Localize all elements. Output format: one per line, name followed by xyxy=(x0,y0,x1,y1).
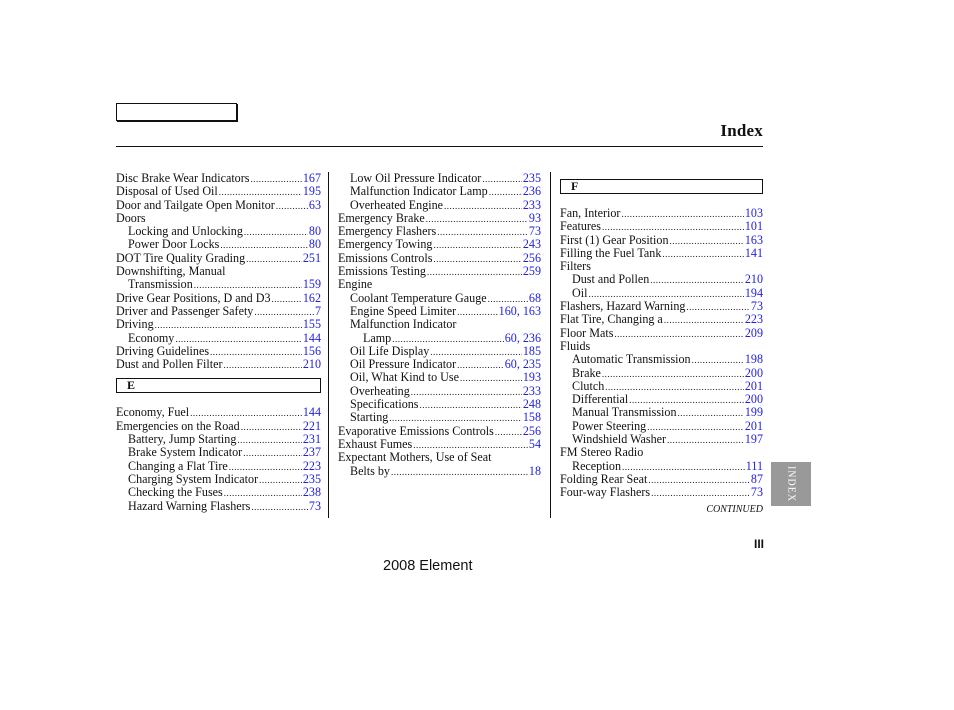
section-header-f: F xyxy=(560,179,763,194)
dot-leader xyxy=(272,293,302,306)
entry-text: Engine xyxy=(338,277,373,292)
dot-leader xyxy=(614,328,743,341)
index-entry xyxy=(560,473,763,486)
side-tab-label: INDEX xyxy=(785,465,797,503)
page-link[interactable]: 101 xyxy=(744,219,763,234)
page-link[interactable]: 200 xyxy=(744,392,763,407)
page-link[interactable]: 60, 235 xyxy=(504,357,541,372)
index-entry xyxy=(116,420,321,433)
index-entry xyxy=(338,371,541,384)
entry-text: Charging System Indicator xyxy=(128,471,259,486)
dot-leader xyxy=(243,447,302,460)
page-link[interactable]: 167 xyxy=(302,171,321,185)
page-link[interactable]: 54 xyxy=(528,436,541,451)
dot-leader xyxy=(457,359,504,372)
entry-text: Lamp xyxy=(363,330,392,345)
index-entry xyxy=(560,380,763,393)
index-entry xyxy=(338,425,541,438)
index-entry xyxy=(560,207,763,220)
index-entry xyxy=(116,292,321,305)
entry-text: Driver and Passenger Safety xyxy=(116,303,254,318)
dot-leader xyxy=(224,359,302,372)
index-entry xyxy=(560,287,763,300)
page-link[interactable]: 159 xyxy=(302,277,321,292)
entry-text: Dust and Pollen Filter xyxy=(116,357,223,372)
index-entry xyxy=(116,433,321,446)
entry-text: Locking and Unlocking xyxy=(128,224,243,239)
index-entry xyxy=(338,185,541,198)
page-link[interactable]: 141 xyxy=(744,245,763,260)
page-link[interactable]: 256 xyxy=(522,423,541,438)
dot-leader xyxy=(433,253,521,266)
index-entry xyxy=(116,446,321,459)
index-entry xyxy=(338,398,541,411)
page-link[interactable]: 162 xyxy=(302,290,321,305)
dot-leader xyxy=(670,235,744,248)
page-link[interactable]: 160, 163 xyxy=(498,303,541,318)
entry-text: Malfunction Indicator xyxy=(350,317,457,332)
page-link[interactable]: 237 xyxy=(302,445,321,460)
page-link[interactable]: 259 xyxy=(522,264,541,279)
dot-leader xyxy=(692,354,744,367)
dot-leader xyxy=(662,248,743,261)
page-link[interactable]: 243 xyxy=(522,237,541,252)
entry-text: Engine Speed Limiter xyxy=(350,303,457,318)
index-entry xyxy=(116,238,321,251)
page-link[interactable]: 73 xyxy=(750,485,763,500)
entry-text: Driving xyxy=(116,317,154,332)
page-link[interactable]: 248 xyxy=(522,397,541,412)
entry-text: Floor Mats xyxy=(560,325,614,340)
page-link[interactable]: 68 xyxy=(528,290,541,305)
page-link[interactable]: 223 xyxy=(744,312,763,327)
dot-leader xyxy=(678,407,744,420)
page-link[interactable]: 251 xyxy=(302,250,321,265)
entry-text: Brake xyxy=(572,365,601,380)
entry-text: Windshield Washer xyxy=(572,432,667,447)
entry-text: Flat Tire, Changing a xyxy=(560,312,663,327)
page-link[interactable]: 198 xyxy=(744,352,763,367)
page-link[interactable]: 80 xyxy=(308,224,321,239)
page-title: Index xyxy=(720,121,763,140)
column-divider xyxy=(328,172,329,518)
index-entry xyxy=(116,212,321,225)
dot-leader xyxy=(246,253,302,266)
entry-text: Battery, Jump Starting xyxy=(128,432,237,447)
page-link[interactable]: 63 xyxy=(308,197,321,212)
page-link[interactable]: 144 xyxy=(302,405,321,420)
page-link[interactable]: 201 xyxy=(744,378,763,393)
page-link[interactable]: 233 xyxy=(522,197,541,212)
entry-text: Filters xyxy=(560,259,591,274)
entry-text: Reception xyxy=(572,458,622,473)
entry-text: Driving Guidelines xyxy=(116,343,210,358)
index-entry xyxy=(560,406,763,419)
page-link[interactable]: 73 xyxy=(528,224,541,239)
entry-text: Overheated Engine xyxy=(350,197,444,212)
dot-leader xyxy=(259,474,302,487)
index-entry xyxy=(338,385,541,398)
entry-text: Economy xyxy=(128,330,175,345)
page-link[interactable]: 231 xyxy=(302,432,321,447)
index-entry xyxy=(560,486,763,499)
dot-leader xyxy=(489,186,522,199)
page-link[interactable]: 93 xyxy=(528,210,541,225)
dot-leader xyxy=(411,386,522,399)
page-link[interactable]: 158 xyxy=(522,410,541,425)
entry-text: Disposal of Used Oil xyxy=(116,184,218,199)
dot-leader xyxy=(650,274,744,287)
index-entry xyxy=(116,318,321,331)
index-entry xyxy=(338,238,541,251)
header-rule xyxy=(116,146,763,147)
index-entry xyxy=(560,340,763,353)
index-entry xyxy=(560,446,763,459)
page-link[interactable]: 209 xyxy=(744,325,763,340)
page-link[interactable]: 223 xyxy=(302,458,321,473)
entry-text: Exhaust Fumes xyxy=(338,436,413,451)
entry-text: Emergency Flashers xyxy=(338,224,437,239)
entry-text: Doors xyxy=(116,210,146,225)
entry-text: Starting xyxy=(350,410,389,425)
dot-leader xyxy=(391,466,528,479)
index-entry xyxy=(116,460,321,473)
index-entry xyxy=(116,345,321,358)
entry-text: Manual Transmission xyxy=(572,405,677,420)
index-entry xyxy=(116,305,321,318)
dot-leader xyxy=(444,200,522,213)
dot-leader xyxy=(433,239,521,252)
page-link[interactable]: 18 xyxy=(528,463,541,478)
dot-leader xyxy=(651,487,750,500)
index-entry xyxy=(338,411,541,424)
dot-leader xyxy=(437,226,528,239)
dot-leader xyxy=(457,306,498,319)
index-entry xyxy=(338,438,541,451)
page-link[interactable]: 210 xyxy=(744,272,763,287)
index-entry xyxy=(560,234,763,247)
index-entry xyxy=(338,305,541,318)
page-link[interactable]: 156 xyxy=(302,343,321,358)
dot-leader xyxy=(155,319,302,332)
index-entry xyxy=(560,327,763,340)
index-entry xyxy=(338,172,541,185)
page-link[interactable]: 185 xyxy=(522,343,541,358)
page-link[interactable]: 238 xyxy=(302,485,321,500)
index-entry xyxy=(338,451,541,464)
page-link[interactable]: 197 xyxy=(744,432,763,447)
dot-leader xyxy=(250,173,301,186)
index-entry xyxy=(338,252,541,265)
entry-text: Evaporative Emissions Controls xyxy=(338,423,494,438)
entry-text: Emergency Brake xyxy=(338,210,425,225)
index-column-3 xyxy=(560,172,763,500)
index-entry xyxy=(560,367,763,380)
index-entry xyxy=(560,247,763,260)
page-link[interactable]: 73 xyxy=(750,299,763,314)
dot-leader xyxy=(621,208,743,221)
dot-leader xyxy=(237,434,301,447)
entry-text: Disc Brake Wear Indicators xyxy=(116,171,250,185)
index-side-tab[interactable] xyxy=(771,462,811,506)
entry-text: DOT Tire Quality Grading xyxy=(116,250,246,265)
page-link[interactable]: 235 xyxy=(302,471,321,486)
index-entry xyxy=(116,473,321,486)
entry-text: Door and Tailgate Open Monitor xyxy=(116,197,275,212)
entry-text: Oil Pressure Indicator xyxy=(350,357,457,372)
dot-leader xyxy=(495,426,522,439)
entry-text: Belts by xyxy=(350,463,390,478)
page-link[interactable]: 233 xyxy=(522,383,541,398)
dot-leader xyxy=(210,346,302,359)
entry-text: Flashers, Hazard Warning xyxy=(560,299,686,314)
index-entry xyxy=(116,172,321,185)
index-entry xyxy=(116,500,321,513)
entry-text: Automatic Transmission xyxy=(572,352,691,367)
page-link[interactable]: 7 xyxy=(314,303,321,318)
entry-text: Power Door Locks xyxy=(128,237,220,252)
page-link[interactable]: 235 xyxy=(522,171,541,185)
page-link[interactable]: 236 xyxy=(522,184,541,199)
entry-text: Clutch xyxy=(572,378,605,393)
page-link[interactable]: 163 xyxy=(744,232,763,247)
page-link[interactable]: 210 xyxy=(302,357,321,372)
page-link[interactable]: 200 xyxy=(744,365,763,380)
page-link[interactable]: 103 xyxy=(744,206,763,220)
index-entry xyxy=(560,393,763,406)
index-entry xyxy=(560,353,763,366)
entry-text: Oil xyxy=(572,285,588,300)
index-entry xyxy=(338,345,541,358)
dot-leader xyxy=(602,368,744,381)
entry-text: Oil Life Display xyxy=(350,343,430,358)
entry-text: Differential xyxy=(572,392,629,407)
index-entry xyxy=(560,273,763,286)
dot-leader xyxy=(648,474,750,487)
section-header-e: E xyxy=(116,378,321,393)
entry-text: Drive Gear Positions, D and D3 xyxy=(116,290,271,305)
page-link[interactable]: 193 xyxy=(522,370,541,385)
index-entry xyxy=(338,292,541,305)
dot-leader xyxy=(426,213,528,226)
index-entry xyxy=(116,486,321,499)
entry-text: Coolant Temperature Gauge xyxy=(350,290,487,305)
entry-text: Features xyxy=(560,219,601,234)
entry-text: Expectant Mothers, Use of Seat xyxy=(338,450,492,465)
book-title: 2008 Element xyxy=(383,558,473,574)
entry-text: Fan, Interior xyxy=(560,206,621,220)
index-entry xyxy=(338,358,541,371)
index-entry xyxy=(116,358,321,371)
index-column-1 xyxy=(116,172,321,513)
page-link[interactable]: 80 xyxy=(308,237,321,252)
header-tab-box xyxy=(116,103,237,121)
index-entry xyxy=(338,278,541,291)
page-number: III xyxy=(753,537,764,551)
page-link[interactable]: 199 xyxy=(744,405,763,420)
index-column-2 xyxy=(338,172,541,478)
entry-text: Emergencies on the Road xyxy=(116,418,240,433)
index-entry xyxy=(116,199,321,212)
index-entry xyxy=(338,212,541,225)
page-link[interactable]: 111 xyxy=(745,458,763,473)
page-link[interactable]: 256 xyxy=(522,250,541,265)
entry-text: Changing a Flat Tire xyxy=(128,458,228,473)
entry-text: Economy, Fuel xyxy=(116,405,190,420)
entry-text: Specifications xyxy=(350,397,419,412)
dot-leader xyxy=(427,266,522,279)
index-entry xyxy=(560,220,763,233)
index-entry xyxy=(560,300,763,313)
entry-text: Brake System Indicator xyxy=(128,445,243,460)
dot-leader xyxy=(686,301,749,314)
entry-text: Dust and Pollen xyxy=(572,272,650,287)
index-entry xyxy=(560,313,763,326)
dot-leader xyxy=(664,314,744,327)
dot-leader xyxy=(482,173,522,186)
entry-text: First (1) Gear Position xyxy=(560,232,669,247)
index-entry xyxy=(338,265,541,278)
index-entry xyxy=(116,278,321,291)
index-entry xyxy=(560,433,763,446)
index-entry xyxy=(560,260,763,273)
entry-text: Hazard Warning Flashers xyxy=(128,498,251,513)
index-entry xyxy=(116,406,321,419)
dot-leader xyxy=(251,501,308,514)
page-link[interactable]: 155 xyxy=(302,317,321,332)
entry-text: Overheating xyxy=(350,383,410,398)
page-link[interactable]: 195 xyxy=(302,184,321,199)
entry-text: Downshifting, Manual xyxy=(116,264,226,279)
dot-leader xyxy=(667,434,744,447)
index-entry xyxy=(116,225,321,238)
dot-leader xyxy=(460,372,522,385)
index-entry xyxy=(116,185,321,198)
dot-leader xyxy=(420,399,522,412)
continued-label: CONTINUED xyxy=(706,504,763,515)
entry-text: Transmission xyxy=(128,277,193,292)
index-entry xyxy=(116,252,321,265)
page-link[interactable]: 194 xyxy=(744,285,763,300)
dot-leader xyxy=(241,421,302,434)
index-entry xyxy=(560,420,763,433)
entry-text: Emissions Controls xyxy=(338,250,433,265)
entry-text: Power Steering xyxy=(572,418,647,433)
column-divider xyxy=(550,172,551,518)
index-entry xyxy=(338,332,541,345)
index-entry xyxy=(560,460,763,473)
entry-text: Four-way Flashers xyxy=(560,485,651,500)
index-entry xyxy=(116,265,321,278)
entry-text: Low Oil Pressure Indicator xyxy=(350,171,482,185)
entry-text: FM Stereo Radio xyxy=(560,445,644,460)
page-link[interactable]: 201 xyxy=(744,418,763,433)
entry-text: Emergency Towing xyxy=(338,237,433,252)
page-link[interactable]: 144 xyxy=(302,330,321,345)
entry-text: Filling the Fuel Tank xyxy=(560,245,662,260)
entry-text: Emissions Testing xyxy=(338,264,426,279)
index-entry xyxy=(338,318,541,331)
index-entry xyxy=(338,465,541,478)
entry-text: Checking the Fuses xyxy=(128,485,223,500)
entry-text: Oil, What Kind to Use xyxy=(350,370,459,385)
index-entry xyxy=(338,225,541,238)
page-link[interactable]: 87 xyxy=(750,471,763,486)
index-entry xyxy=(338,199,541,212)
page-link[interactable]: 60, 236 xyxy=(504,330,541,345)
dot-leader xyxy=(244,226,308,239)
index-entry xyxy=(116,332,321,345)
page-link[interactable]: 221 xyxy=(302,418,321,433)
entry-text: Fluids xyxy=(560,338,591,353)
entry-text: Malfunction Indicator Lamp xyxy=(350,184,488,199)
dot-leader xyxy=(276,200,308,213)
entry-text: Folding Rear Seat xyxy=(560,471,648,486)
page-link[interactable]: 73 xyxy=(308,498,321,513)
